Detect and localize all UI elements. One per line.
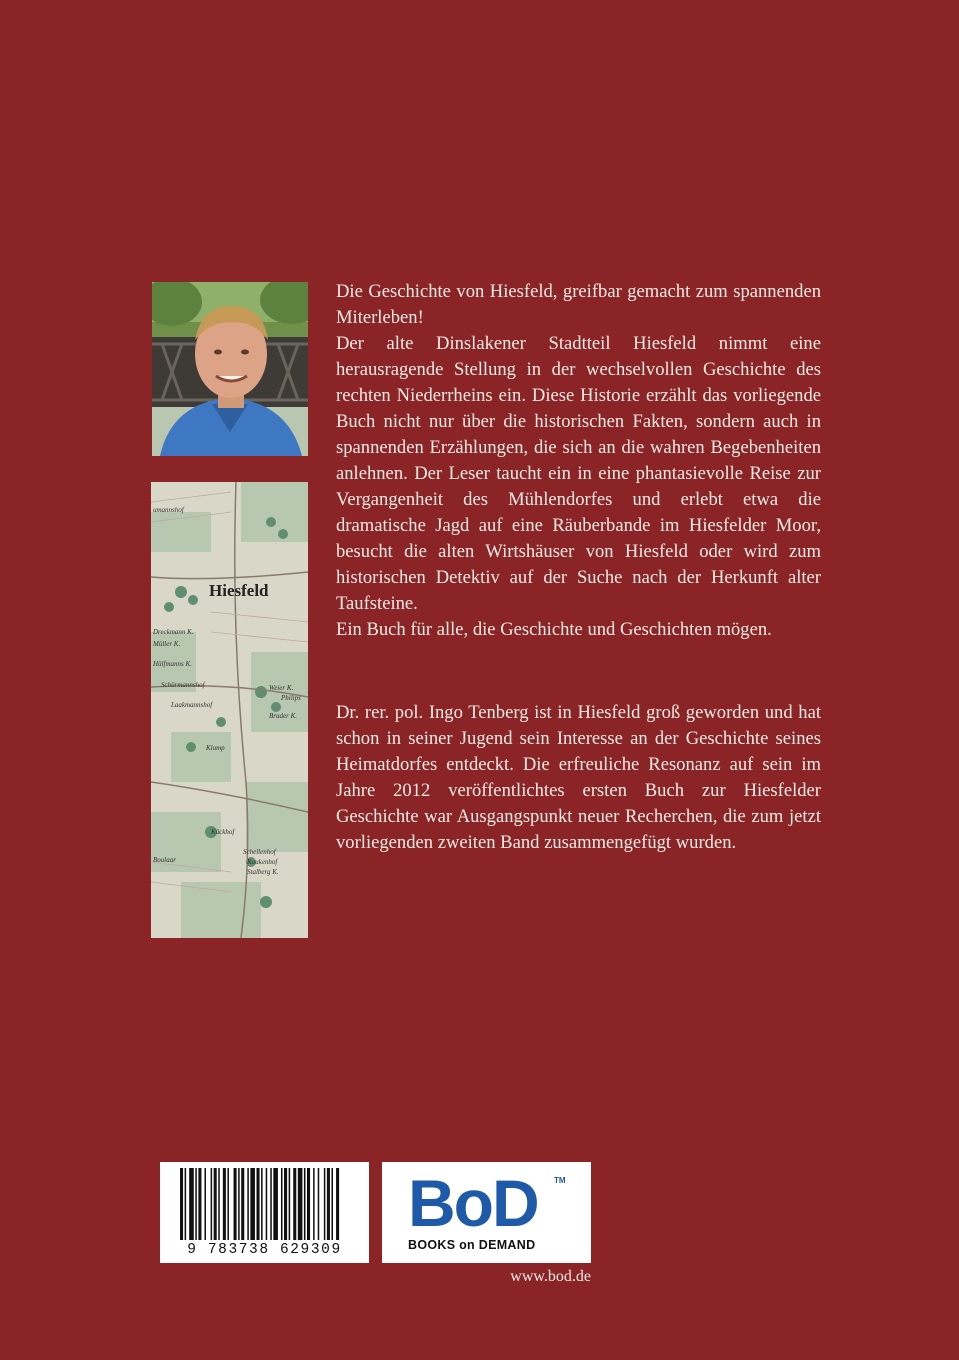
barcode-bar (327, 1168, 330, 1240)
barcode-bar (247, 1168, 249, 1240)
map-label: Kückhof (211, 828, 235, 836)
barcode-bar (223, 1168, 226, 1240)
barcode-bar (250, 1168, 255, 1240)
isbn-barcode (160, 1162, 369, 1263)
barcode-bar (189, 1168, 194, 1240)
barcode-bar (257, 1168, 260, 1240)
bod-logo-text: BoD (408, 1166, 538, 1240)
map-label: Schürmannshof (161, 681, 205, 689)
book-blurb (336, 279, 821, 643)
barcode-bar (195, 1168, 197, 1240)
blurb-line: Ein Buch für alle, die Geschichte und Geschichten mögen. (336, 619, 772, 640)
author-bio (336, 700, 821, 856)
barcode-bar (261, 1168, 263, 1240)
barcode-bar (241, 1168, 244, 1240)
map-label: Müller K. (153, 640, 181, 648)
barcode-bar (270, 1168, 272, 1240)
map-label: Philips (281, 694, 301, 702)
barcode-bar (185, 1168, 187, 1240)
barcode-bar (214, 1168, 217, 1240)
map-label: Weier K. (269, 684, 294, 692)
barcode-bar (289, 1168, 291, 1240)
map-title: Hiesfeld (209, 581, 269, 600)
barcode-bar (318, 1168, 320, 1240)
barcode-bar (234, 1168, 237, 1240)
isbn-digits: 9 783738 629309 (187, 1242, 342, 1258)
map-label: Dreckmann K. (153, 628, 194, 636)
barcode-bar (298, 1168, 303, 1240)
barcode-bar (304, 1168, 306, 1240)
barcode-bar (238, 1168, 240, 1240)
author-bio-text: Dr. rer. pol. Ingo Tenberg ist in Hiesfeld groß geworden und hat schon in seiner Jugend sein Interesse an der Geschichte seines Heimatdorfes entdeckt. Die erfreuliche Resonanz auf sein im Jahre 2012 veröffentlichtes ersten Buch zur Hiesfelder Geschichte war Ausgangspunkt neuer Recherchen, die zum jetzt vorliegenden zweiten Band zusammengefügt wurden. (336, 702, 821, 853)
barcode-bar (324, 1168, 326, 1240)
barcode-bar (313, 1168, 315, 1240)
map-label: Laakmannshof (171, 701, 213, 709)
barcode-bar (293, 1168, 296, 1240)
barcode-bar (180, 1168, 183, 1240)
barcode-bar (281, 1168, 283, 1240)
blurb-line: Die Geschichte von Hiesfeld, greifbar gemacht zum spannenden Miterleben! (336, 281, 821, 328)
barcode-bar (266, 1168, 268, 1240)
barcode-bar (307, 1168, 310, 1240)
map-label: Klump (206, 744, 225, 752)
author-photo (152, 282, 308, 456)
blurb-line: Der alte Dinslakener Stadtteil Hiesfeld nimmt eine herausragende Stellung in der wechselvollen Geschichte des rechten Niederrheins ein. Diese Historie erzählt das vorliegende Buch nicht nur über die historischen Fakten, sondern auch in spannenden Erzählungen, die sich an die wahren Begebenheiten anlehnen. Der Leser taucht ein in eine phantasievolle Reise zur Vergangenheit des Mühlendorfes und erlebt etwa die dramatische Jagd auf eine Räuberbande im Hiesfelder Moor, besucht die alten Wirtshäuser von Hiesfeld oder wird zum historischen Detektiv auf der Suche nach der Herkunft alter Taufsteine. (336, 333, 821, 614)
barcode-bar (284, 1168, 287, 1240)
publisher-tagline: BOOKS on DEMAND (408, 1238, 536, 1252)
map-label: Stalberg K. (247, 868, 279, 876)
publisher-logo (382, 1162, 591, 1263)
barcode-bar (204, 1168, 206, 1240)
publisher-website: www.bod.de (510, 1268, 591, 1285)
map-label: Koukenhof (247, 858, 278, 866)
historical-map (151, 482, 308, 938)
barcode-bar (273, 1168, 278, 1240)
barcode-bar (331, 1168, 333, 1240)
barcode-bar (198, 1168, 201, 1240)
map-label: Boulaar (153, 856, 176, 864)
map-label: Bruder K. (269, 712, 297, 720)
map-label: umannshof (153, 506, 184, 514)
barcode-bar (227, 1168, 229, 1240)
map-label: Hülfmanns K. (153, 660, 192, 668)
barcode-bar (218, 1168, 220, 1240)
map-label: Schellenhof (243, 848, 276, 856)
barcode-bar (336, 1168, 339, 1240)
trademark-mark: TM (554, 1176, 566, 1185)
barcode-bar (211, 1168, 213, 1240)
